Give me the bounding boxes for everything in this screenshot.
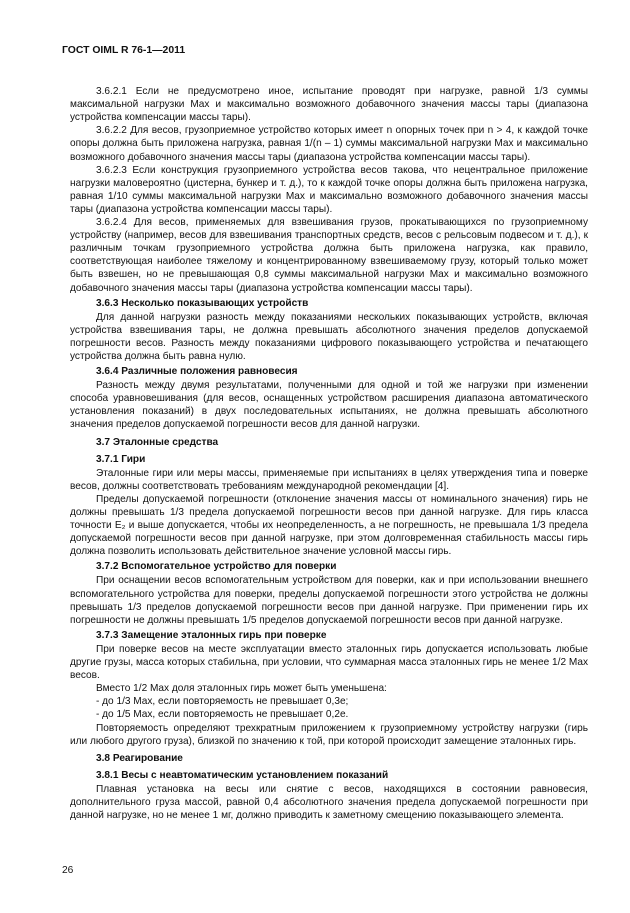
paragraph-3-7-1-a: Эталонные гири или меры массы, применяемые при испытаниях в целях утверждения типа и поверке весов, должны соответствовать требованиям международной рекомендации [4]. [70, 467, 588, 492]
paragraph-3-8-1: Плавная установка на весы или снятие с весов, находящихся в состоянии равновесия, дополнительного груза массой, равной 0,4 абсолютного значения предела допускаемой погрешности при данной нагрузке, но не менее 1 мг, должно приводить к заметному смещению показывающего элемента. [70, 783, 588, 822]
list-item-one-third: - до 1/3 Max, если повторяемость не превышает 0,3e; [96, 696, 349, 708]
paragraph-3-6-2-3: 3.6.2.3 Если конструкция грузоприемного устройства весов такова, что нецентральное приложение нагрузки маловероятно (цистерна, бункер и т. д.), то к каждой точке опоры должна быть приложена нагрузка, равная 1/10 суммы максимальной нагрузки Max и максимально возможного добавочного значения массы тары (диапазона устройства компенсации массы тары). [70, 164, 588, 215]
heading-3-7-1: 3.7.1 Гири [96, 453, 146, 465]
paragraph-3-7-3-a: При поверке весов на месте эксплуатации вместо эталонных гирь допускается использовать любые другие грузы, масса которых стабильна, при условии, что суммарная масса эталонных гирь не менее 1/2 Max весов. [70, 643, 588, 682]
page-number: 26 [62, 865, 74, 876]
paragraph-3-6-3: Для данной нагрузки разность между показаниями нескольких показывающих устройств, включая устройства взвешивания тары, не должна превышать абсолютного значения пределов допускаемой погрешности весов. Разность между показаниями цифрового показывающего устройства и печатающего устройства должна быть равна нулю. [70, 311, 588, 362]
heading-3-6-3: 3.6.3 Несколько показывающих устройств [96, 297, 309, 309]
paragraph-3-7-3-c: Повторяемость определяют трехкратным приложением к грузоприемному устройству нагрузки (гирь или любого другого груза), близкой по значению к той, при которой происходит замещение эталонных гирь. [70, 722, 588, 747]
heading-3-7-3: 3.7.3 Замещение эталонных гирь при поверке [96, 629, 327, 641]
paragraph-3-6-2-1: 3.6.2.1 Если не предусмотрено иное, испытание проводят при нагрузке, равной 1/3 суммы максимальной нагрузки Max и максимально возможного добавочного значения массы тары (диапазона устройства компенсации массы тары). [70, 86, 588, 124]
heading-3-7-2: 3.7.2 Вспомогательное устройство для поверки [96, 561, 337, 573]
heading-3-6-4: 3.6.4 Различные положения равновесия [96, 366, 298, 378]
paragraph-3-6-2-4: 3.6.2.4 Для весов, применяемых для взвешивания грузов, прокатывающихся по грузоприемному устройству (например, весов для взвешивания транспортных средств, весов с рельсовым подвесом и т. д.), к различным точкам грузоприемного устройства должна быть приложена нагрузка, как правило, соответствующая наиболее тяжелому и концентрированному взвешиваемому грузу, который только может быть взвешен, но не превышающая 0,8 суммы максимальной нагрузки Max и максимально возможного добавочного значения массы тары (диапазона устройства компенсации массы тары). [70, 217, 588, 294]
paragraph-3-7-1-b: Пределы допускаемой погрешности (отклонение значения массы от номинального значения) гирь не должны превышать 1/3 предела допускаемой погрешности весов при данной нагрузке. Для гирь класса точности E₂ и выше допускается, чтобы их неопределенность, а не погрешность, не превышала 1/3 предела допускаемой погрешности весов при данной нагрузке, при этом долговременная стабильность массы гирь должна позволить использовать действительное значение условной массы гирь. [70, 493, 588, 558]
paragraph-3-7-3-b: Вместо 1/2 Max доля эталонных гирь может быть уменьшена: [96, 683, 387, 695]
heading-3-8-1: 3.8.1 Весы с неавтоматическим установлением показаний [96, 769, 389, 781]
heading-3-8: 3.8 Реагирование [96, 752, 183, 764]
heading-3-7: 3.7 Эталонные средства [96, 436, 219, 448]
paragraph-3-7-2: При оснащении весов вспомогательным устройством для поверки, как и при использовании внешнего вспомогательного устройства для поверки, пределы допускаемой погрешности этого устройства не должны превышать 1/3 пределов допускаемой погрешности весов при данной нагрузке. При применении гирь их погрешности не должны превышать 1/5 пределов допускаемой погрешности весов при данной нагрузке. [70, 575, 588, 626]
paragraph-3-6-4: Разность между двумя результатами, полученными для одной и той же нагрузки при изменении способа уравновешивания (для весов, оснащенных устройством расширения диапазона автоматического установления показаний) в двух последовательных испытаниях, не должна превышать абсолютного значения пределов допускаемой погрешности весов для данной нагрузки. [70, 380, 588, 431]
list-item-one-fifth: - до 1/5 Max, если повторяемость не превышает 0,2e. [96, 709, 349, 721]
standard-header: ГОСТ OIML R 76-1—2011 [62, 45, 186, 56]
paragraph-3-6-2-2: 3.6.2.2 Для весов, грузоприемное устройство которых имеет n опорных точек при n > 4, к каждой точке опоры должна быть приложена нагрузка, равная 1/(n – 1) суммы максимальной нагрузки Max и максимально возможного добавочного значения массы тары (диапазона устройства компенсации массы тары). [70, 125, 588, 163]
